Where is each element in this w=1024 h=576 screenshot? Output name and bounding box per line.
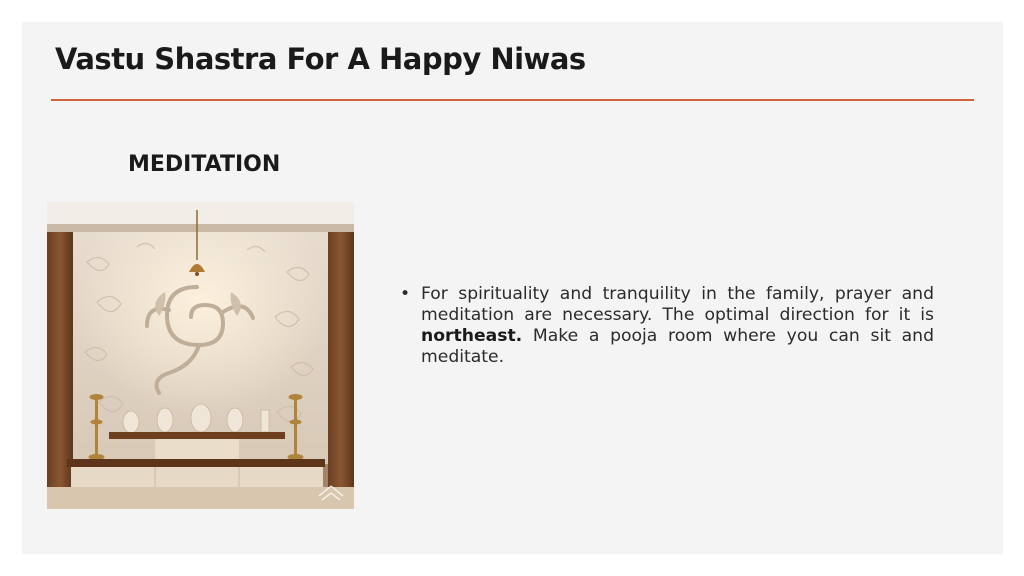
bullet-emphasis: northeast. — [421, 326, 523, 346]
bullet-list — [400, 284, 934, 368]
slide-panel — [22, 22, 1003, 554]
pooja-room-photo — [47, 202, 354, 509]
bullet-marker: • — [400, 284, 411, 304]
bullet-text-end: Make a pooja room where you can sit and meditate. — [421, 326, 934, 367]
bullet-text-start: For spirituality and tranquility in the family, prayer and meditation are necessary. The optimal direction for it is — [421, 284, 934, 325]
title-divider — [51, 99, 974, 101]
bullet-item — [400, 284, 934, 368]
slide-title: Vastu Shastra For A Happy Niwas — [55, 42, 586, 76]
section-heading: MEDITATION — [128, 152, 281, 177]
